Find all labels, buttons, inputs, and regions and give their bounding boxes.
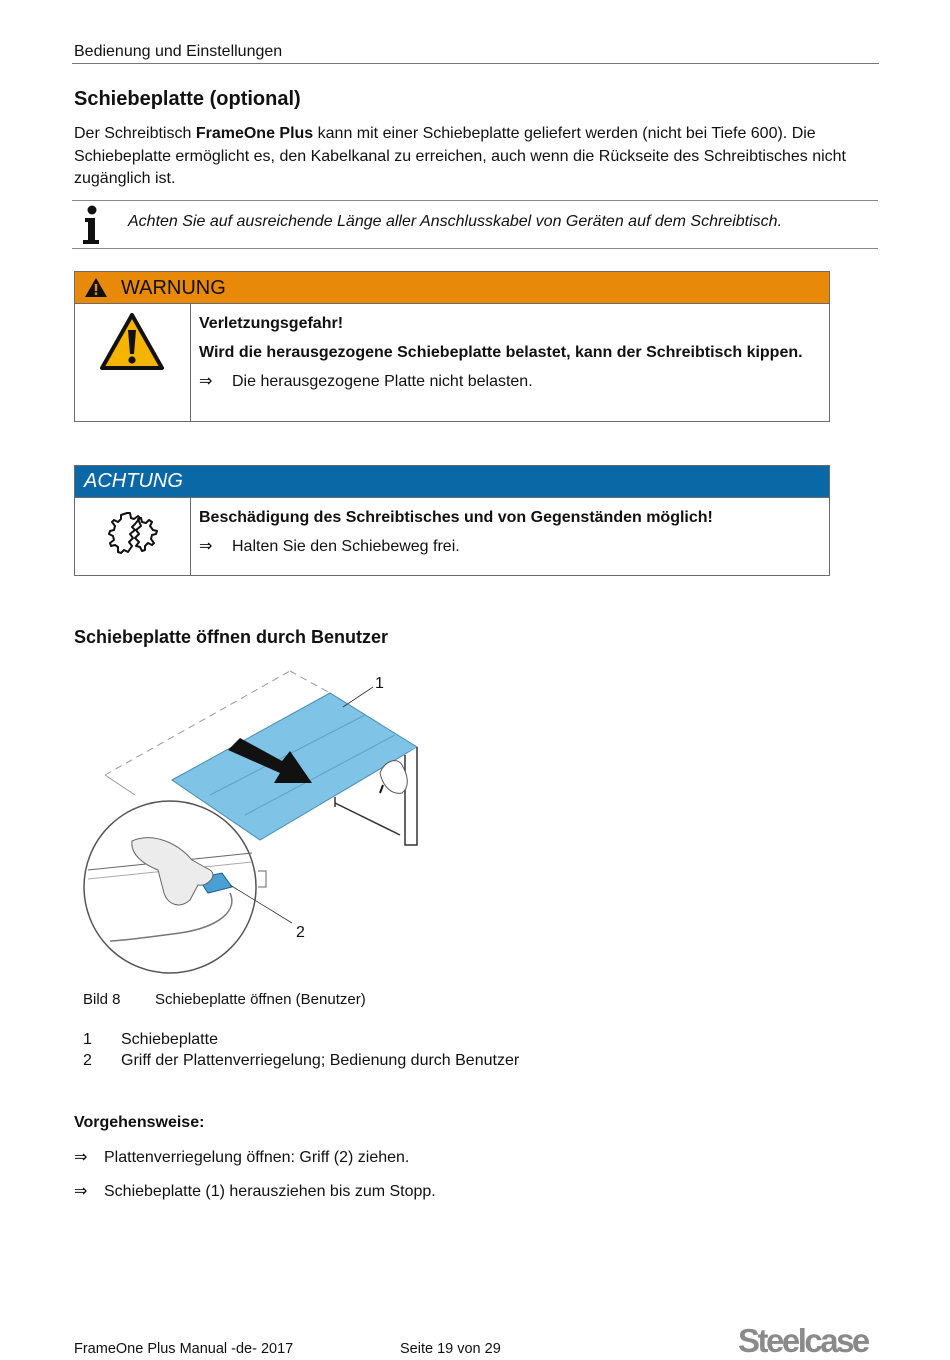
info-icon — [80, 205, 104, 245]
figure-caption-text: Schiebeplatte öffnen (Benutzer) — [155, 991, 366, 1008]
caution-label: ACHTUNG — [84, 470, 183, 492]
warning-action-text: Die herausgezogene Platte nicht belasten. — [232, 373, 533, 390]
subsection-title: Schiebeplatte öffnen durch Benutzer — [74, 627, 389, 647]
warning-label: WARNUNG — [121, 277, 226, 299]
callout-2: 2 — [296, 924, 305, 941]
section-title: Schiebeplatte (optional) — [74, 88, 301, 110]
procedure-step — [74, 1147, 409, 1167]
legend-number: 1 — [83, 1031, 92, 1048]
legend-item — [83, 1031, 218, 1049]
caution-description: Beschädigung des Schreibtisches und von Gegenständen möglich! — [199, 509, 713, 526]
arrow-icon: ⇒ — [74, 1149, 88, 1166]
warning-box — [74, 271, 830, 422]
arrow-icon: ⇒ — [74, 1183, 88, 1200]
procedure-title: Vorgehensweise: — [74, 1114, 205, 1131]
caution-action — [199, 537, 829, 557]
sliding-panel-illustration — [80, 665, 425, 975]
warning-description: Wird die herausgezogene Schiebeplatte belastet, kann der Schreibtisch kippen. — [199, 344, 803, 361]
procedure-step — [74, 1181, 436, 1201]
warning-icon-cell — [75, 304, 191, 421]
legend-number: 2 — [83, 1052, 92, 1069]
brand-logo: Steelcase — [738, 1322, 868, 1359]
callout-1: 1 — [375, 675, 384, 692]
legend-text: Schiebeplatte — [121, 1031, 218, 1048]
footer-page-number: Seite 19 von 29 — [400, 1341, 501, 1357]
warning-action — [199, 372, 829, 392]
caution-action-text: Halten Sie den Schiebeweg frei. — [232, 538, 460, 555]
warning-hazard: Verletzungsgefahr! — [199, 315, 344, 332]
running-header: Bedienung und Einstellungen — [74, 43, 283, 60]
info-note-text: Achten Sie auf ausreichende Länge aller Anschlusskabel von Geräten auf dem Schreibtisch. — [128, 213, 783, 230]
figure-caption-number: Bild 8 — [83, 991, 121, 1008]
warning-triangle-icon — [99, 312, 165, 372]
caution-header — [75, 466, 829, 497]
arrow-icon: ⇒ — [199, 373, 213, 390]
warning-text — [199, 304, 829, 392]
legend-text: Griff der Plattenverriegelung; Bedienung durch Benutzer — [121, 1052, 520, 1069]
info-note — [72, 200, 878, 249]
intro-text-start: Der Schreibtisch — [74, 125, 196, 142]
caution-icon-cell — [75, 498, 191, 575]
caution-text — [199, 498, 829, 557]
procedure-step-text: Schiebeplatte (1) herausziehen bis zum Stopp. — [104, 1183, 436, 1200]
warning-body — [75, 303, 829, 421]
caution-box — [74, 465, 830, 576]
intro-text-end: kann mit einer Schiebeplatte geliefert werden (nicht bei Tiefe 600). Die Schiebeplatte ermöglicht es, den Kabelkanal zu erreichen, auch wenn die Rückseite des Schreibtisches nicht zugänglich ist. — [74, 125, 846, 187]
caution-body — [75, 497, 829, 575]
legend-item — [83, 1052, 519, 1070]
intro-paragraph — [74, 123, 874, 191]
arrow-icon: ⇒ — [199, 538, 213, 555]
header-rule — [72, 63, 879, 64]
footer-document-title: FrameOne Plus Manual -de- 2017 — [74, 1341, 294, 1357]
product-name: FrameOne Plus — [195, 125, 314, 142]
procedure-step-text: Plattenverriegelung öffnen: Griff (2) ziehen. — [104, 1149, 410, 1166]
damage-gear-icon — [108, 510, 158, 560]
warning-header — [75, 272, 829, 303]
warning-small-triangle-icon — [84, 277, 108, 298]
